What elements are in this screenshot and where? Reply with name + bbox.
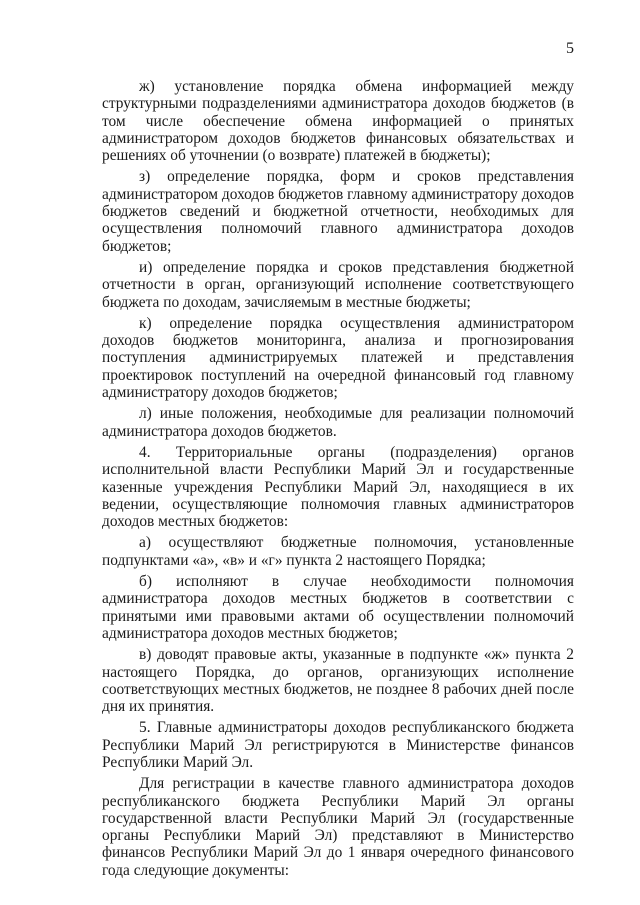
paragraph-zh: ж) установление порядка обмена информацией между структурными подразделениями администратора доходов бюджетов (в том числе обеспечение обмена информацией о принятых администратором доходов бюджетов финансовых обязательствах и решениях об уточнении (о возврате) платежей в бюджеты); [102, 78, 574, 165]
paragraph-registration: Для регистрации в качестве главного администратора доходов республиканского бюджета Республики Марий Эл органы государственной власти Республики Марий Эл (государственные органы Республики Марий Эл) представляют в Министерство финансов Республики Марий Эл до 1 января очередного финансового года следующие документы: [102, 775, 574, 879]
paragraph-section-5: 5. Главные администраторы доходов республиканского бюджета Республики Марий Эл регистрируются в Министерстве финансов Республики Марий Эл. [102, 719, 574, 771]
paragraph-4v: в) доводят правовые акты, указанные в подпункте «ж» пункта 2 настоящего Порядка, до органов, организующих исполнение соответствующих местных бюджетов, не позднее 8 рабочих дней после дня их принятия. [102, 646, 574, 716]
paragraph-k: к) определение порядка осуществления администратором доходов бюджетов мониторинга, анализа и прогнозирования поступления администрируемых платежей и представления проектировок поступлений на очередной финансовый год главному администратору доходов бюджетов; [102, 314, 574, 402]
paragraph-section-4: 4. Территориальные органы (подразделения) органов исполнительной власти Республики Марий Эл и государственные казенные учреждения Республики Марий Эл, находящиеся в их ведении, осуществляющие полномочия главных администраторов доходов местных бюджетов: [102, 443, 574, 531]
document-body [102, 78, 574, 883]
paragraph-4a: а) осуществляют бюджетные полномочия, установленные подпунктами «а», «в» и «г» пункта 2 настоящего Порядка; [102, 534, 574, 569]
page-number: 5 [566, 40, 574, 57]
paragraph-l: л) иные положения, необходимые для реализации полномочий администратора доходов бюджетов. [102, 405, 574, 440]
paragraph-z: з) определение порядка, форм и сроков представления администратором доходов бюджетов главному администратору доходов бюджетов сведений и бюджетной отчетности, необходимых для осуществления полномочий главного администратора доходов бюджетов; [102, 168, 574, 255]
paragraph-i: и) определение порядка и сроков представления бюджетной отчетности в орган, организующий исполнение соответствующего бюджета по доходам, зачисляемым в местные бюджеты; [102, 258, 574, 311]
paragraph-4b: б) исполняют в случае необходимости полномочия администратора доходов местных бюджетов в соответствии с принятыми ими правовыми актами об осуществлении полномочий администратора доходов местных бюджетов; [102, 573, 574, 642]
